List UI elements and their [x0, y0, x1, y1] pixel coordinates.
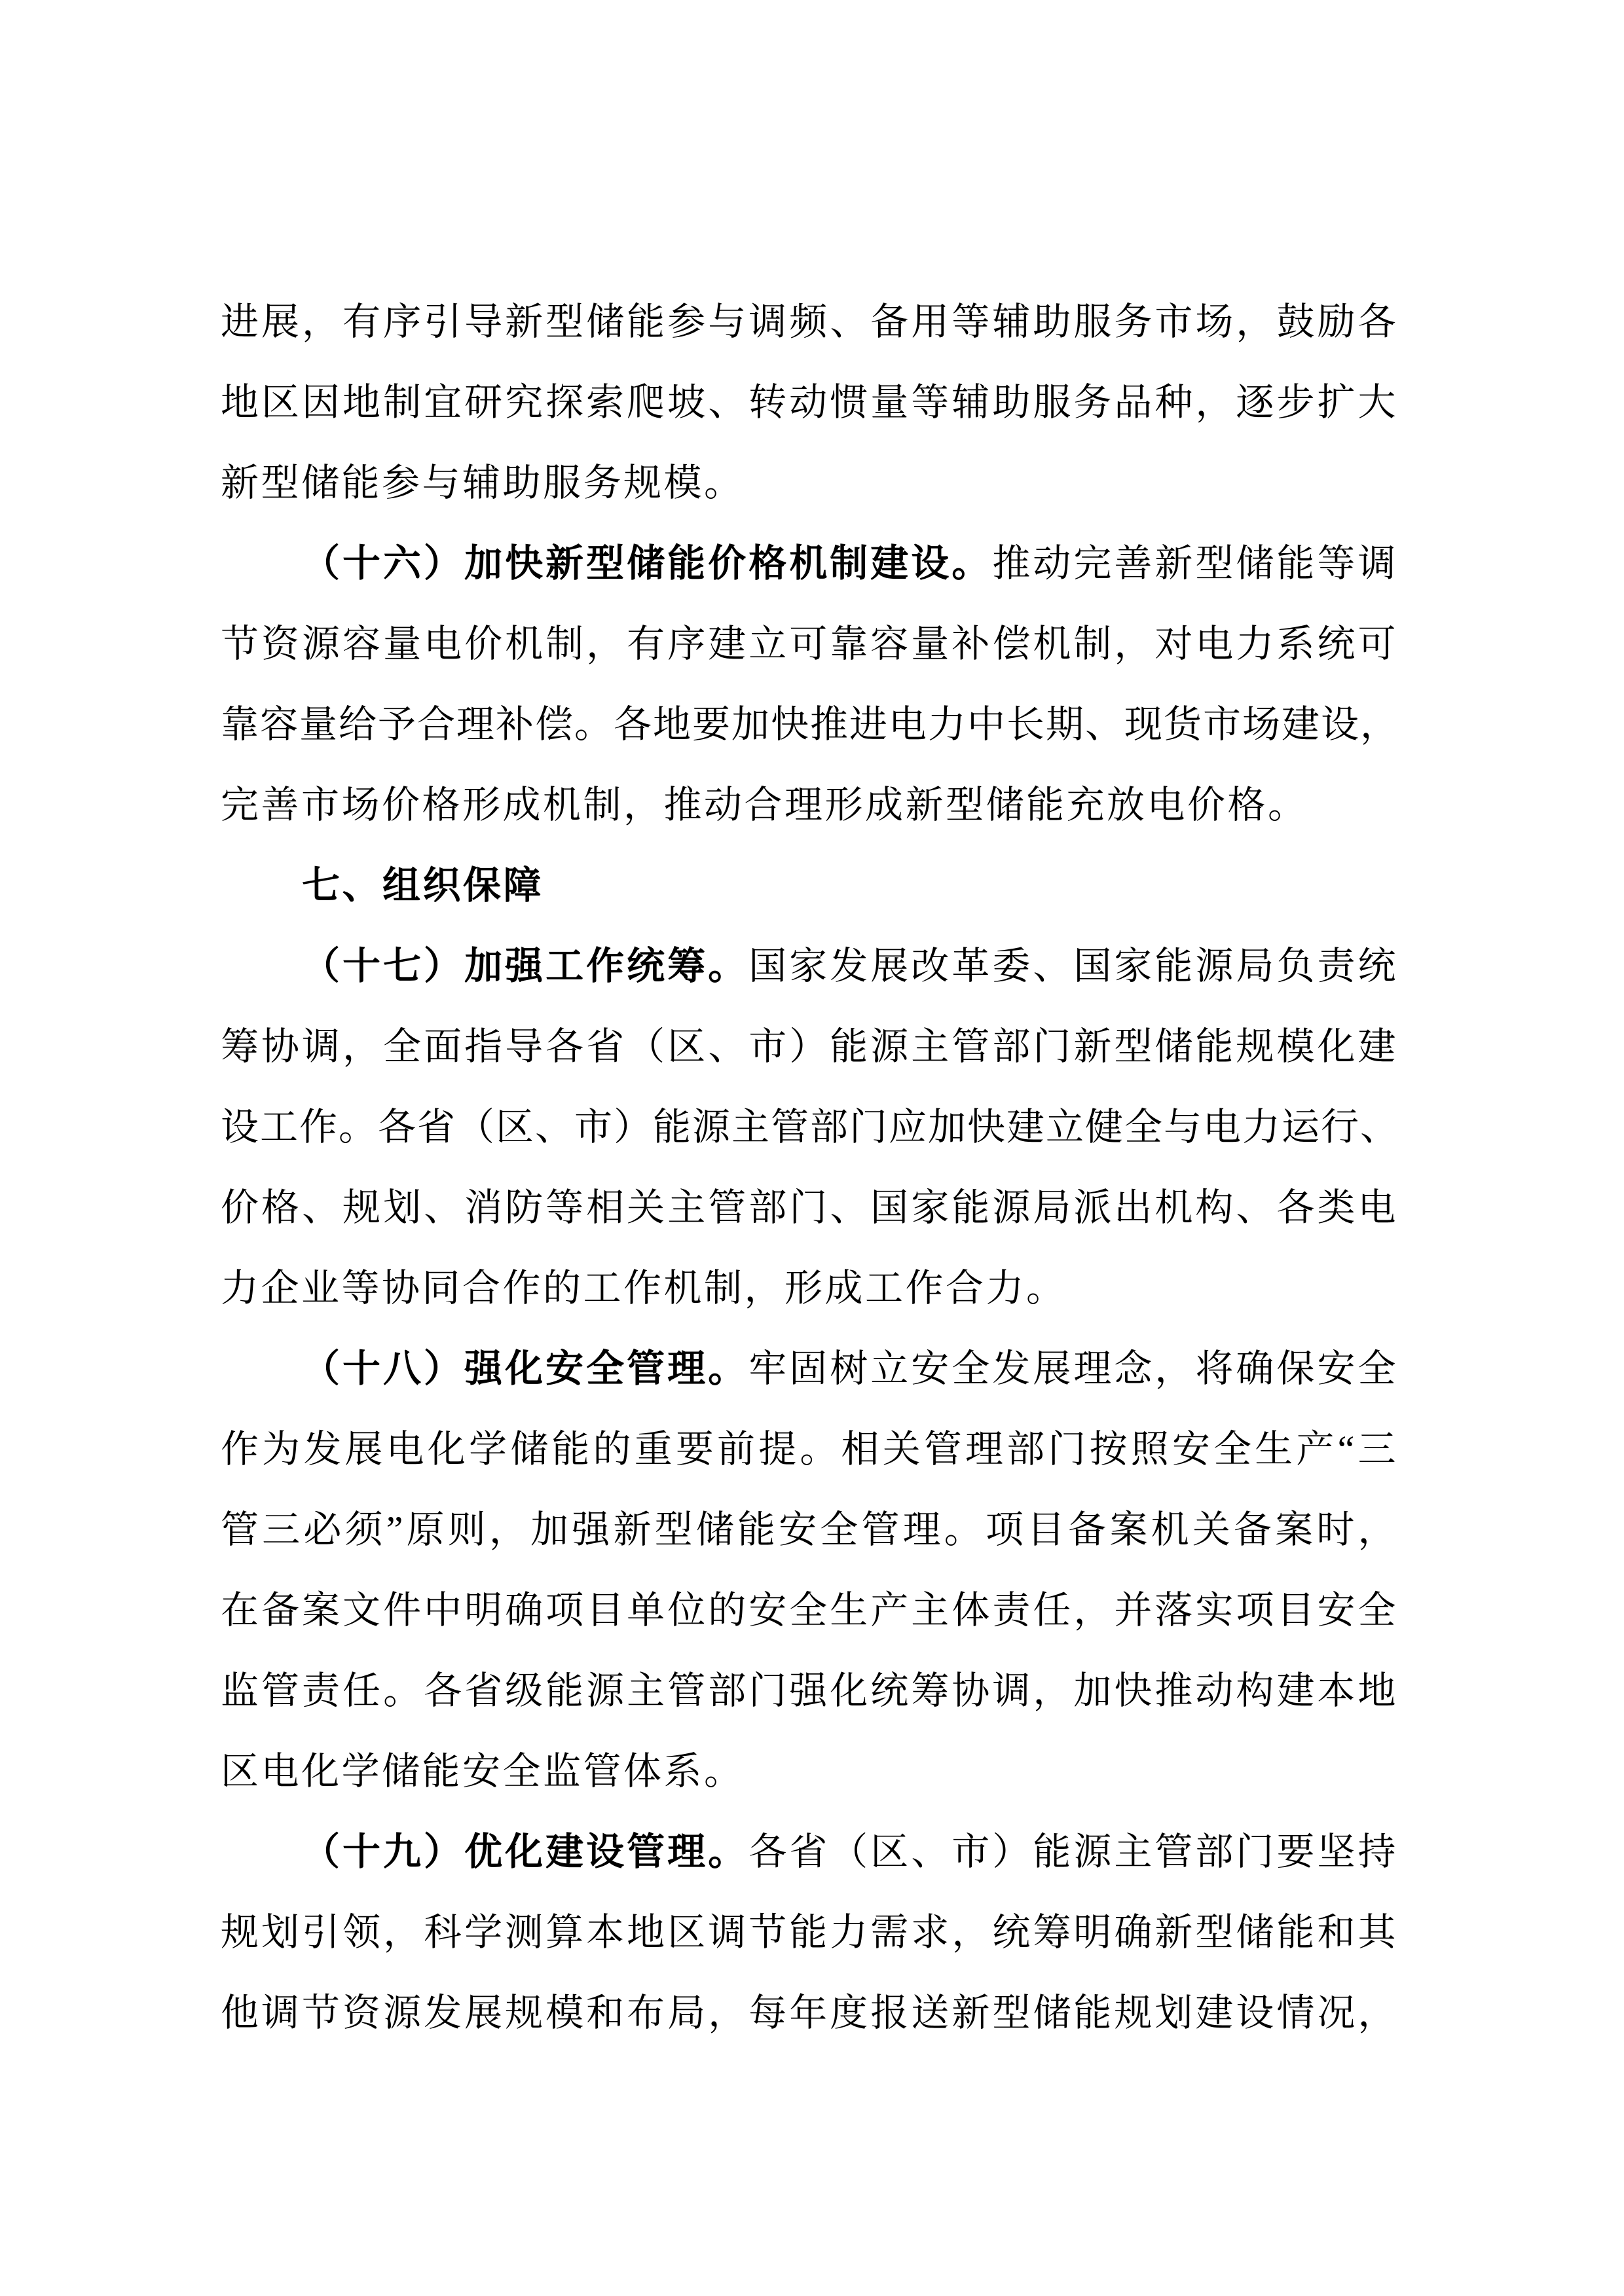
- text-line: [221, 926, 1398, 1006]
- text-line: [221, 1409, 1398, 1489]
- text-run: 作为发展电化学储能的重要前提。相关管理部门按照安全生产“三: [221, 1428, 1398, 1470]
- para-16-price-mechanism: [221, 523, 1398, 845]
- para-19-construction-management: [221, 1812, 1398, 2053]
- text-run: 牢固树立安全发展理念，将确保安全: [748, 1347, 1398, 1390]
- text-run: 国家发展改革委、国家能源局负责统: [748, 945, 1398, 987]
- text-line: [221, 1973, 1398, 2053]
- text-line: [221, 523, 1398, 604]
- text-run: 新型储能参与辅助服务规模。: [221, 462, 745, 504]
- para-17-work-coordination: [221, 926, 1398, 1328]
- text-run: 完善市场价格形成机制，推动合理形成新型储能充放电价格。: [221, 784, 1308, 826]
- text-run: 他调节资源发展规模和布局，每年度报送新型储能规划建设情况，: [221, 1992, 1398, 2034]
- text-run: 筹协调，全面指导各省（区、市）能源主管部门新型储能规模化建: [221, 1025, 1398, 1068]
- text-line: [221, 1731, 1398, 1812]
- bold-lead-run: （十七）加强工作统筹。: [302, 945, 749, 987]
- page-content: [221, 282, 1398, 2053]
- text-line: [221, 362, 1398, 443]
- text-run: 节资源容量电价机制，有序建立可靠容量补偿机制，对电力系统可: [221, 623, 1398, 665]
- text-line: [221, 443, 1398, 523]
- bold-lead-run: （十六）加快新型储能价格机制建设。: [302, 542, 993, 585]
- text-run: 规划引领，科学测算本地区调节能力需求，统筹明确新型储能和其: [221, 1911, 1398, 1954]
- text-line: [221, 1328, 1398, 1409]
- text-run: 靠容量给予合理补偿。各地要加快推进电力中长期、现货市场建设，: [221, 703, 1398, 746]
- text-run: 监管责任。各省级能源主管部门强化统筹协调，加快推动构建本地: [221, 1669, 1398, 1712]
- text-run: 价格、规划、消防等相关主管部门、国家能源局派出机构、各类电: [221, 1186, 1398, 1229]
- text-line: [221, 1812, 1398, 1892]
- text-run: 力企业等协同合作的工作机制，形成工作合力。: [221, 1267, 1067, 1309]
- bold-lead-run: （十八）强化安全管理。: [302, 1347, 749, 1390]
- text-line: [221, 1650, 1398, 1731]
- text-run: 推动完善新型储能等调: [992, 542, 1398, 585]
- text-run: 各省（区、市）能源主管部门要坚持: [748, 1831, 1398, 1873]
- section-heading: [221, 845, 1398, 926]
- section-7-heading: [221, 845, 1398, 926]
- text-run: 在备案文件中明确项目单位的安全生产主体责任，并落实项目安全: [221, 1589, 1398, 1631]
- text-run: 进展，有序引导新型储能参与调频、备用等辅助服务市场，鼓励各: [221, 301, 1398, 343]
- text-line: [221, 604, 1398, 684]
- text-line: [221, 765, 1398, 845]
- text-line: [221, 1167, 1398, 1248]
- text-line: [221, 1006, 1398, 1087]
- bold-lead-run: 七、组织保障: [302, 864, 544, 907]
- bold-lead-run: （十九）优化建设管理。: [302, 1831, 749, 1873]
- text-run: 地区因地制宜研究探索爬坡、转动惯量等辅助服务品种，逐步扩大: [221, 381, 1398, 424]
- text-line: [221, 1087, 1398, 1167]
- para-18-safety-management: [221, 1328, 1398, 1812]
- text-run: 管三必须”原则，加强新型储能安全管理。项目备案机关备案时，: [221, 1508, 1398, 1551]
- text-line: [221, 684, 1398, 765]
- text-line: [221, 1892, 1398, 1973]
- text-line: [221, 282, 1398, 362]
- para-15-continuation: [221, 282, 1398, 523]
- text-line: [221, 1570, 1398, 1650]
- text-run: 设工作。各省（区、市）能源主管部门应加快建立健全与电力运行、: [221, 1106, 1398, 1148]
- text-run: 区电化学储能安全监管体系。: [221, 1750, 745, 1793]
- text-line: [221, 1248, 1398, 1328]
- text-line: [221, 1489, 1398, 1570]
